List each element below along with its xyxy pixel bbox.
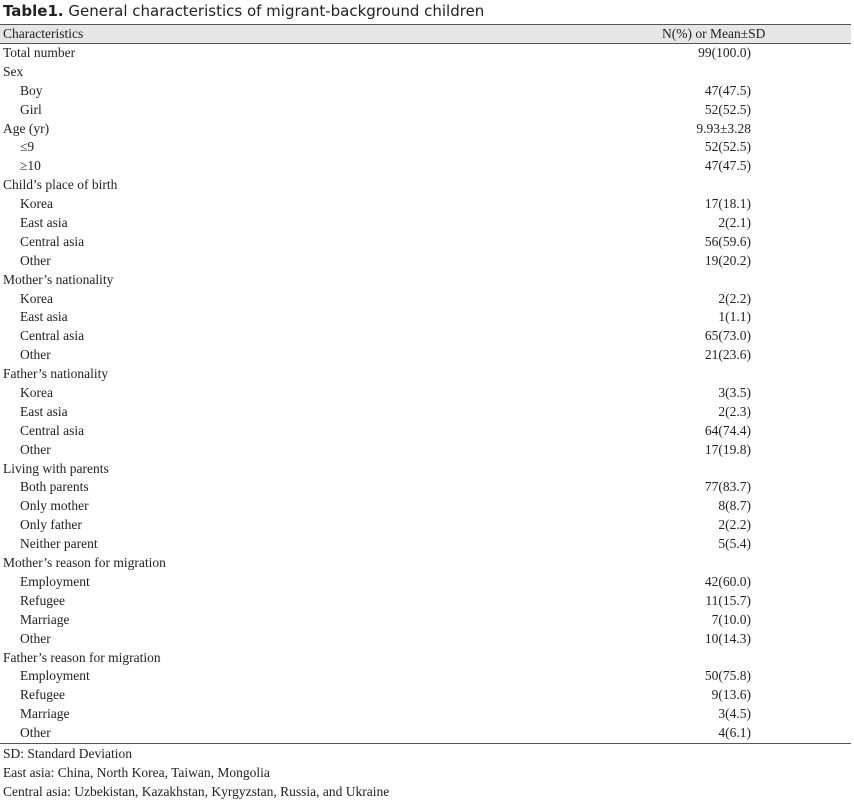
row-label: Mother’s nationality: [3, 271, 114, 287]
table-row: [0, 138, 851, 157]
table-row: [0, 233, 851, 252]
table-caption-label: Table1.: [3, 2, 64, 20]
table-row: [0, 195, 851, 214]
row-label: Sex: [3, 63, 24, 79]
row-value: 10(14.3): [704, 630, 751, 646]
table-row: [0, 554, 851, 573]
row-label: Other: [20, 725, 51, 741]
row-label: Other: [20, 347, 51, 363]
row-value: 9(13.6): [711, 687, 751, 703]
table-row: [0, 667, 851, 686]
table-row: [0, 384, 851, 403]
row-value: 50(75.8): [704, 668, 751, 684]
table-row: [0, 630, 851, 649]
table-caption-text: General characteristics of migrant-background children: [63, 2, 485, 20]
row-label: Both parents: [20, 479, 89, 495]
table-row: [0, 327, 851, 346]
row-value: 2(2.2): [718, 517, 751, 533]
row-label: Central asia: [20, 233, 85, 249]
table-row: [0, 535, 851, 554]
row-value: 47(47.5): [704, 82, 751, 98]
row-label: Only mother: [20, 498, 89, 514]
row-value: 52(52.5): [704, 101, 751, 117]
row-label: Refugee: [20, 687, 65, 703]
row-value: 11(15.7): [705, 592, 751, 608]
table-row: [0, 573, 851, 592]
table-caption: [3, 0, 484, 22]
row-value: 2(2.2): [718, 290, 751, 306]
table-row: [0, 649, 851, 668]
row-value: 77(83.7): [704, 479, 751, 495]
row-value: 8(8.7): [718, 498, 751, 514]
table-row: [0, 611, 851, 630]
table-row: [0, 346, 851, 365]
row-label: ≥10: [20, 158, 41, 174]
table-note: Central asia: Uzbekistan, Kazakhstan, Kyrgyzstan, Russia, and Ukraine: [3, 783, 390, 799]
row-label: Girl: [20, 101, 42, 117]
row-label: Father’s reason for migration: [3, 649, 161, 665]
table-row: [0, 308, 851, 327]
row-value: 3(4.5): [718, 706, 751, 722]
row-value: 2(2.1): [718, 215, 751, 231]
row-label: Other: [20, 441, 51, 457]
row-value: 56(59.6): [704, 233, 751, 249]
row-label: Central asia: [20, 328, 85, 344]
row-label: Father’s nationality: [3, 366, 109, 382]
row-value: 52(52.5): [704, 139, 751, 155]
row-label: Age (yr): [3, 120, 50, 136]
row-value: 42(60.0): [704, 573, 751, 589]
table-row: [0, 63, 851, 82]
row-label: ≤9: [20, 139, 35, 155]
table-row: [0, 214, 851, 233]
table-row: [0, 422, 851, 441]
row-label: Living with parents: [3, 460, 109, 476]
row-value: 64(74.4): [704, 422, 751, 438]
table-body: [0, 44, 851, 744]
row-label: Only father: [20, 517, 82, 533]
table-row: [0, 497, 851, 516]
table-row: [0, 516, 851, 535]
table-row: [0, 403, 851, 422]
row-label: Other: [20, 252, 51, 268]
row-value: 17(18.1): [704, 196, 751, 212]
row-value: 1(1.1): [718, 309, 751, 325]
table-row: [0, 271, 851, 290]
row-label: Central asia: [20, 422, 85, 438]
row-label: Employment: [20, 668, 90, 684]
table-row: [0, 157, 851, 176]
table-row: [0, 120, 851, 139]
table-header: [0, 24, 851, 44]
table-row: [0, 82, 851, 101]
table-row: [0, 705, 851, 724]
table-row: [0, 290, 851, 309]
row-value: 2(2.3): [718, 403, 751, 419]
row-label: Marriage: [20, 706, 70, 722]
row-value: 47(47.5): [704, 158, 751, 174]
row-value: 99(100.0): [698, 45, 751, 60]
table-row: [0, 365, 851, 384]
table-row: [0, 686, 851, 705]
table-row: [0, 101, 851, 120]
row-label: Neither parent: [20, 536, 98, 552]
table-row: [0, 724, 851, 743]
row-label: East asia: [20, 403, 68, 419]
row-label: Marriage: [20, 611, 70, 627]
row-label: Mother’s reason for migration: [3, 555, 166, 571]
row-label: Korea: [20, 196, 53, 212]
row-value: 7(10.0): [711, 611, 751, 627]
table-row: [0, 252, 851, 271]
table-note: East asia: China, North Korea, Taiwan, Mongolia: [3, 764, 270, 780]
characteristics-table: [0, 24, 851, 801]
table-notes: [0, 744, 851, 801]
row-label: East asia: [20, 309, 68, 325]
table-row: [0, 176, 851, 195]
row-label: East asia: [20, 215, 68, 231]
row-value: 17(19.8): [704, 441, 751, 457]
row-label: Total number: [3, 45, 76, 60]
row-label: Employment: [20, 573, 90, 589]
row-value: 3(3.5): [718, 385, 751, 401]
table-row: [0, 460, 851, 479]
row-label: Korea: [20, 290, 53, 306]
row-value: 9.93±3.28: [696, 120, 751, 136]
row-value: 65(73.0): [704, 328, 751, 344]
row-value: 5(5.4): [718, 536, 751, 552]
table-note: SD: Standard Deviation: [3, 745, 132, 761]
row-value: 21(23.6): [704, 347, 751, 363]
row-label: Other: [20, 630, 51, 646]
header-value: N(%) or Mean±SD: [662, 26, 766, 41]
row-label: Refugee: [20, 592, 65, 608]
row-label: Child’s place of birth: [3, 177, 118, 193]
table-row: [0, 592, 851, 611]
row-label: Boy: [20, 82, 43, 98]
table-row: [0, 44, 851, 63]
row-value: 4(6.1): [718, 725, 751, 741]
table-row: [0, 478, 851, 497]
header-characteristics: Characteristics: [3, 26, 84, 41]
row-value: 19(20.2): [704, 252, 751, 268]
row-label: Korea: [20, 385, 53, 401]
table-row: [0, 441, 851, 460]
